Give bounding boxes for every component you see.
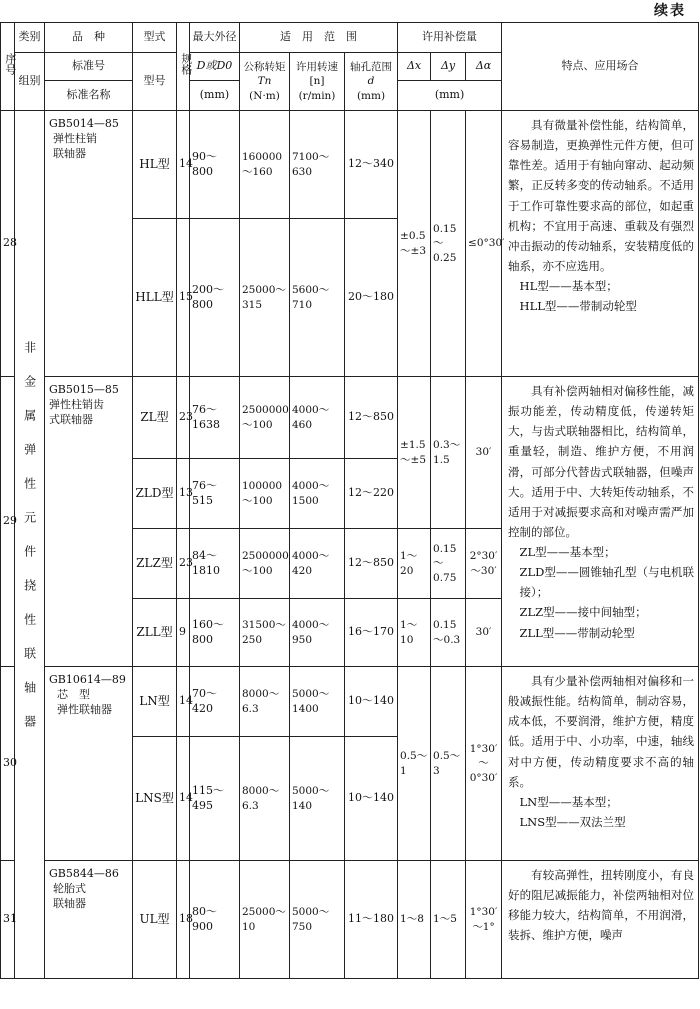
bore-zld: 12～220	[345, 459, 398, 529]
torque-zl: 2500000～100	[240, 377, 290, 459]
spec-zll: 9	[177, 599, 190, 667]
desc-29: 具有补偿两轴相对偏移性能，减振功能差，传动精度低，传递转矩大，与齿式联轴器相比，结构简单，重量轻，制造、维护方便，不用润滑，可部分代替齿式联轴器，但噪声大。适用于中、大转矩传动轴系，不适用于对减振要求高和对噪声需严加控制的部位。 ZL型——基本型； ZLD型——圆锥轴孔型（与电机联接）； ZLZ型——接中间轴型； ZLL型——带制动轮型	[502, 377, 699, 667]
spec-zl: 23	[177, 377, 190, 459]
torque-ul: 25000～10	[240, 861, 290, 979]
dx-30: 0.5～1	[398, 667, 431, 861]
seq-30: 30	[1, 667, 15, 861]
spec-ln: 14	[177, 667, 190, 737]
product-31: GB5844—86 轮胎式 联轴器	[45, 861, 133, 979]
table-row-31	[1, 861, 699, 979]
model-ul: UL型	[133, 861, 177, 979]
speed-lns: 5000～140	[290, 737, 345, 861]
spec-ul: 18	[177, 861, 190, 979]
coupling-table	[0, 22, 699, 979]
speed-zlz: 4000～420	[290, 529, 345, 599]
torque-zld: 100000～100	[240, 459, 290, 529]
diam-zlz: 84～1810	[190, 529, 240, 599]
model-zl: ZL型	[133, 377, 177, 459]
torque-zlz: 2500000～100	[240, 529, 290, 599]
bore-zll: 16～170	[345, 599, 398, 667]
torque-ln: 8000～6.3	[240, 667, 290, 737]
desc-28: 具有微量补偿性能，结构简单，容易制造，更换弹性元件方便，但可靠性差。适用于有轴向窜动、起动频繁，正反转多变的传动轴系。不适用于工作可靠性要求高的部位，如起重机构；不宜用于高速、重载及有强烈冲击振动的传动轴系，安装精度低的轴系，亦不应选用。 HL型——基本型； HLL型——带制动轮型	[502, 111, 699, 377]
dx-28: ±0.5～±3	[398, 111, 431, 377]
header-spec: 规格	[177, 23, 190, 111]
dx-zlz: 1～20	[398, 529, 431, 599]
speed-ln: 5000～1400	[290, 667, 345, 737]
header-torque: 公称转矩 Tn (N·m)	[240, 53, 290, 111]
bore-ln: 10～140	[345, 667, 398, 737]
continued-label: 续表	[654, 3, 686, 19]
spec-hll: 15	[177, 219, 190, 377]
dy-28: 0.15～0.25	[431, 111, 466, 377]
seq-28: 28	[1, 111, 15, 377]
speed-hl: 7100～630	[290, 111, 345, 219]
product-30: GB10614—89 芯 型 弹性联轴器	[45, 667, 133, 861]
speed-zld: 4000～1500	[290, 459, 345, 529]
diam-hll: 200～800	[190, 219, 240, 377]
header-group: 组别	[15, 53, 45, 111]
header-application-range: 适 用 范 围	[240, 23, 398, 53]
header-max-diameter: 最大外径	[190, 23, 240, 53]
header-seq: 序号	[1, 23, 15, 111]
speed-zll: 4000～950	[290, 599, 345, 667]
speed-hll: 5600～710	[290, 219, 345, 377]
bore-zlz: 12～850	[345, 529, 398, 599]
bore-ul: 11～180	[345, 861, 398, 979]
model-lns: LNS型	[133, 737, 177, 861]
header-mm: (mm)	[190, 81, 240, 111]
diam-zl: 76～1638	[190, 377, 240, 459]
diam-zll: 160～800	[190, 599, 240, 667]
dy-zll: 0.15～0.3	[431, 599, 466, 667]
speed-zl: 4000～460	[290, 377, 345, 459]
da-30: 1°30′～0°30′	[466, 667, 502, 861]
header-model-no: 型号	[133, 53, 177, 111]
diam-zld: 76～515	[190, 459, 240, 529]
model-hl: HL型	[133, 111, 177, 219]
dy-zlz: 0.15～0.75	[431, 529, 466, 599]
dy-30: 0.5～3	[431, 667, 466, 861]
model-zlz: ZLZ型	[133, 529, 177, 599]
dy-zl: 0.3～1.5	[431, 377, 466, 529]
dx-zl: ±1.5～±5	[398, 377, 431, 529]
header-comp-unit: (mm)	[398, 81, 502, 111]
table-row-28	[1, 111, 699, 219]
seq-29: 29	[1, 377, 15, 667]
spec-lns: 14	[177, 737, 190, 861]
category-cell: 非金属弹性元件挠性联轴器	[15, 111, 45, 979]
header-features: 特点、应用场合	[502, 23, 699, 111]
speed-ul: 5000～750	[290, 861, 345, 979]
bore-lns: 10～140	[345, 737, 398, 861]
bore-zl: 12～850	[345, 377, 398, 459]
model-zll: ZLL型	[133, 599, 177, 667]
da-zll: 30′	[466, 599, 502, 667]
da-zl: 30′	[466, 377, 502, 529]
header-da: Δα	[466, 53, 502, 81]
header-standard-no: 标准号	[45, 53, 133, 81]
desc-31: 有较高弹性，扭转刚度小，有良好的阻尼减振能力，补偿两轴相对位移能力较大，结构简单，不用润滑，装拆、维护方便，噪声	[502, 861, 699, 979]
dx-zll: 1～10	[398, 599, 431, 667]
product-28: GB5014—85 弹性柱销 联轴器	[45, 111, 133, 377]
torque-hll: 25000～315	[240, 219, 290, 377]
header-bore: 轴孔范围 d (mm)	[345, 53, 398, 111]
seq-31: 31	[1, 861, 15, 979]
header-speed: 许用转速 [n] (r/min)	[290, 53, 345, 111]
da-zlz: 2°30′～30′	[466, 529, 502, 599]
header-standard-name: 标准名称	[45, 81, 133, 111]
bore-hll: 20～180	[345, 219, 398, 377]
spec-zld: 13	[177, 459, 190, 529]
da-31: 1°30′～1°	[466, 861, 502, 979]
header-dx: Δx	[398, 53, 431, 81]
diam-lns: 115～495	[190, 737, 240, 861]
diam-hl: 90～800	[190, 111, 240, 219]
dy-31: 1～5	[431, 861, 466, 979]
spec-hl: 14	[177, 111, 190, 219]
header-product: 品 种	[45, 23, 133, 53]
table-row-29	[1, 377, 699, 459]
torque-hl: 160000～160	[240, 111, 290, 219]
spec-zlz: 23	[177, 529, 190, 599]
diam-ln: 70～420	[190, 667, 240, 737]
header-allow-comp: 许用补偿量	[398, 23, 502, 53]
header-d-or-d0: D或D0	[190, 53, 240, 81]
header-category: 类别	[15, 23, 45, 53]
torque-zll: 31500～250	[240, 599, 290, 667]
dx-31: 1～8	[398, 861, 431, 979]
model-hll: HLL型	[133, 219, 177, 377]
torque-lns: 8000～6.3	[240, 737, 290, 861]
header-dy: Δy	[431, 53, 466, 81]
table-row-30	[1, 667, 699, 737]
model-zld: ZLD型	[133, 459, 177, 529]
model-ln: LN型	[133, 667, 177, 737]
header-model: 型式	[133, 23, 177, 53]
desc-30: 具有少量补偿两轴相对偏移和一般减振性能。结构简单，制动容易，成本低，不要润滑，维护方便，精度低。适用于中、小功率，中速，轴线对中方便，传动精度要求不高的轴系。 LN型——基本型； LNS型——双法兰型	[502, 667, 699, 861]
diam-ul: 80～900	[190, 861, 240, 979]
bore-hl: 12～340	[345, 111, 398, 219]
da-28: ≤0°30′	[466, 111, 502, 377]
product-29: GB5015—85 弹性柱销齿 式联轴器	[45, 377, 133, 667]
